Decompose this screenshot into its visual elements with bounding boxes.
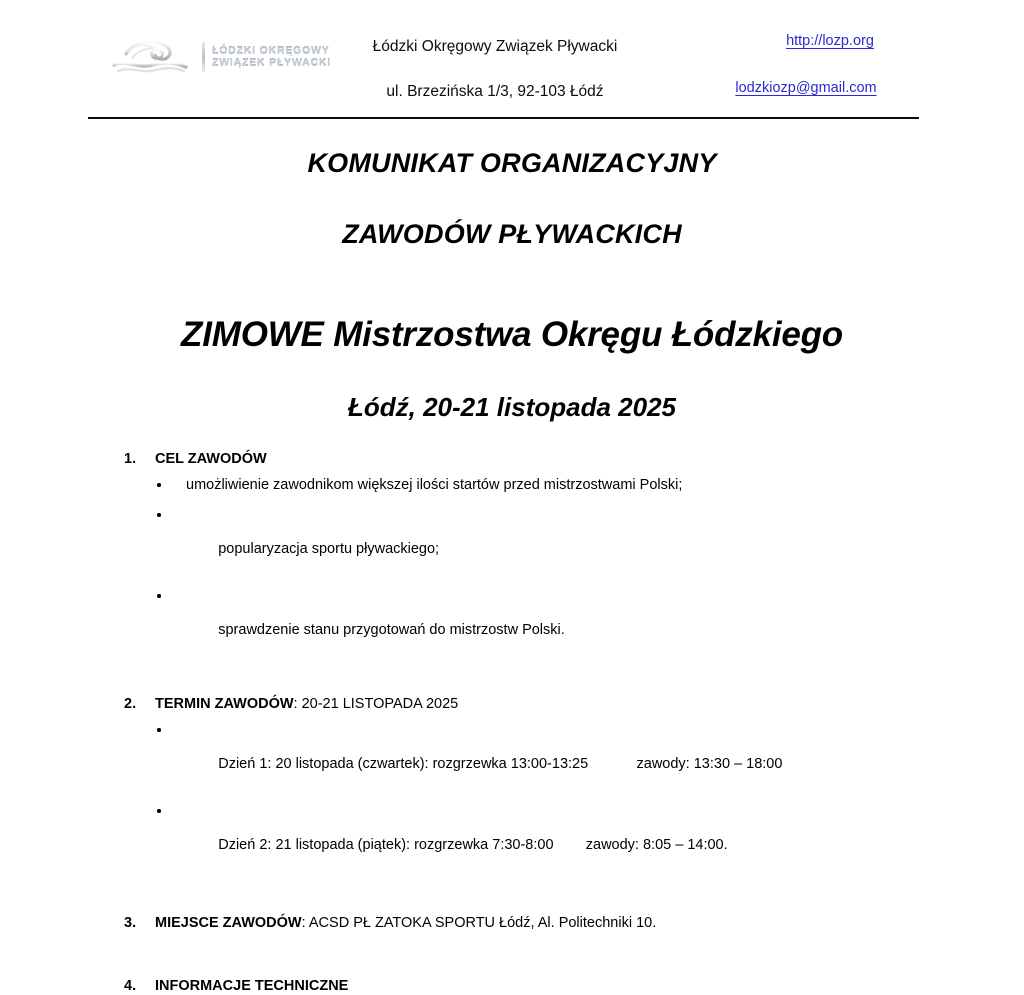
email-row [652, 79, 960, 97]
list-item-text: sprawdzenie stanu przygotowań do mistrzostw Polski. [218, 622, 565, 638]
section-rest: : 20-21 LISTOPADA 2025 [293, 696, 459, 712]
list-item [0, 507, 1024, 575]
list-item-text: popularyzacja sportu pływackiego; [218, 541, 440, 557]
section-heading [0, 914, 1024, 932]
section-spacer [0, 962, 1024, 977]
list-item [0, 477, 1024, 494]
event-date-line: Łódź, 20-21 listopada 2025 [347, 392, 676, 422]
document-titles [0, 148, 1024, 423]
section-informacje-techniczne [0, 977, 1024, 994]
logo-wordmark [212, 45, 331, 70]
section-title: MIEJSCE ZAWODÓW [155, 915, 302, 931]
list-item [0, 803, 1024, 871]
organization-logo [108, 32, 331, 82]
section-number: 4. [124, 978, 137, 994]
title-line-2: ZAWODÓW PŁYWACKICH [342, 219, 682, 249]
swimmer-logo-icon [108, 34, 200, 80]
organization-address: ul. Brzezińska 1/3, 92-103 Łódź [386, 83, 604, 100]
website-link[interactable]: http://lozp.org [786, 33, 874, 49]
organization-details [345, 38, 645, 101]
bullet-dot-icon [157, 809, 161, 813]
section-spacer [0, 669, 1024, 695]
logo-divider [202, 42, 205, 72]
section-number: 2. [124, 696, 137, 712]
section-number: 3. [124, 915, 137, 931]
section-termin-zawodow [0, 695, 1024, 871]
list-item [0, 588, 1024, 656]
section-cel-zawodow [0, 450, 1024, 656]
section-title: CEL ZAWODÓW [155, 451, 267, 467]
section-title: TERMIN ZAWODÓW [155, 696, 294, 712]
event-title: ZIMOWE Mistrzostwa Okręgu Łódzkiego [181, 315, 843, 354]
list-item-text: umożliwienie zawodnikom większej ilości startów przed mistrzostwami Polski; [186, 477, 683, 493]
section-heading [0, 977, 1024, 995]
letterhead [0, 0, 1024, 100]
section-miejsce-zawodow [0, 914, 1024, 932]
section-bullets [0, 722, 1024, 871]
organization-name: Łódzki Okręgowy Związek Pływacki [372, 38, 618, 55]
bullet-dot-icon [157, 483, 161, 487]
email-link[interactable]: lodzkiozp@gmail.com [735, 80, 877, 96]
section-heading [0, 695, 1024, 713]
contact-details [700, 32, 960, 97]
section-number: 1. [124, 451, 137, 467]
section-spacer [0, 932, 1024, 962]
logo-wordmark-line-2: ZWIĄZEK PŁYWACKI [212, 57, 331, 69]
bullet-dot-icon [157, 728, 161, 732]
section-heading [0, 450, 1024, 468]
title-line-1: KOMUNIKAT ORGANIZACYJNY [307, 148, 717, 178]
document-body [0, 450, 1024, 994]
bullet-dot-icon [157, 594, 161, 598]
section-rest: : ACSD PŁ ZATOKA SPORTU Łódź, Al. Politechniki 10. [301, 915, 657, 931]
list-item-text: Dzień 1: 20 listopada (czwartek): rozgrzewka 13:00-13:25 zawody: 13:30 – 18:00 [218, 756, 783, 772]
bullet-dot-icon [157, 513, 161, 517]
section-spacer [0, 884, 1024, 914]
list-item [0, 722, 1024, 790]
section-bullets [0, 477, 1024, 656]
header-divider-rule [88, 117, 919, 119]
list-item-text: Dzień 2: 21 listopada (piątek): rozgrzewka 7:30-8:00 zawody: 8:05 – 14:00. [218, 837, 728, 853]
section-title: INFORMACJE TECHNICZNE [155, 978, 349, 994]
logo-wordmark-line-1: ŁÓDZKI OKRĘGOWY [212, 44, 330, 57]
